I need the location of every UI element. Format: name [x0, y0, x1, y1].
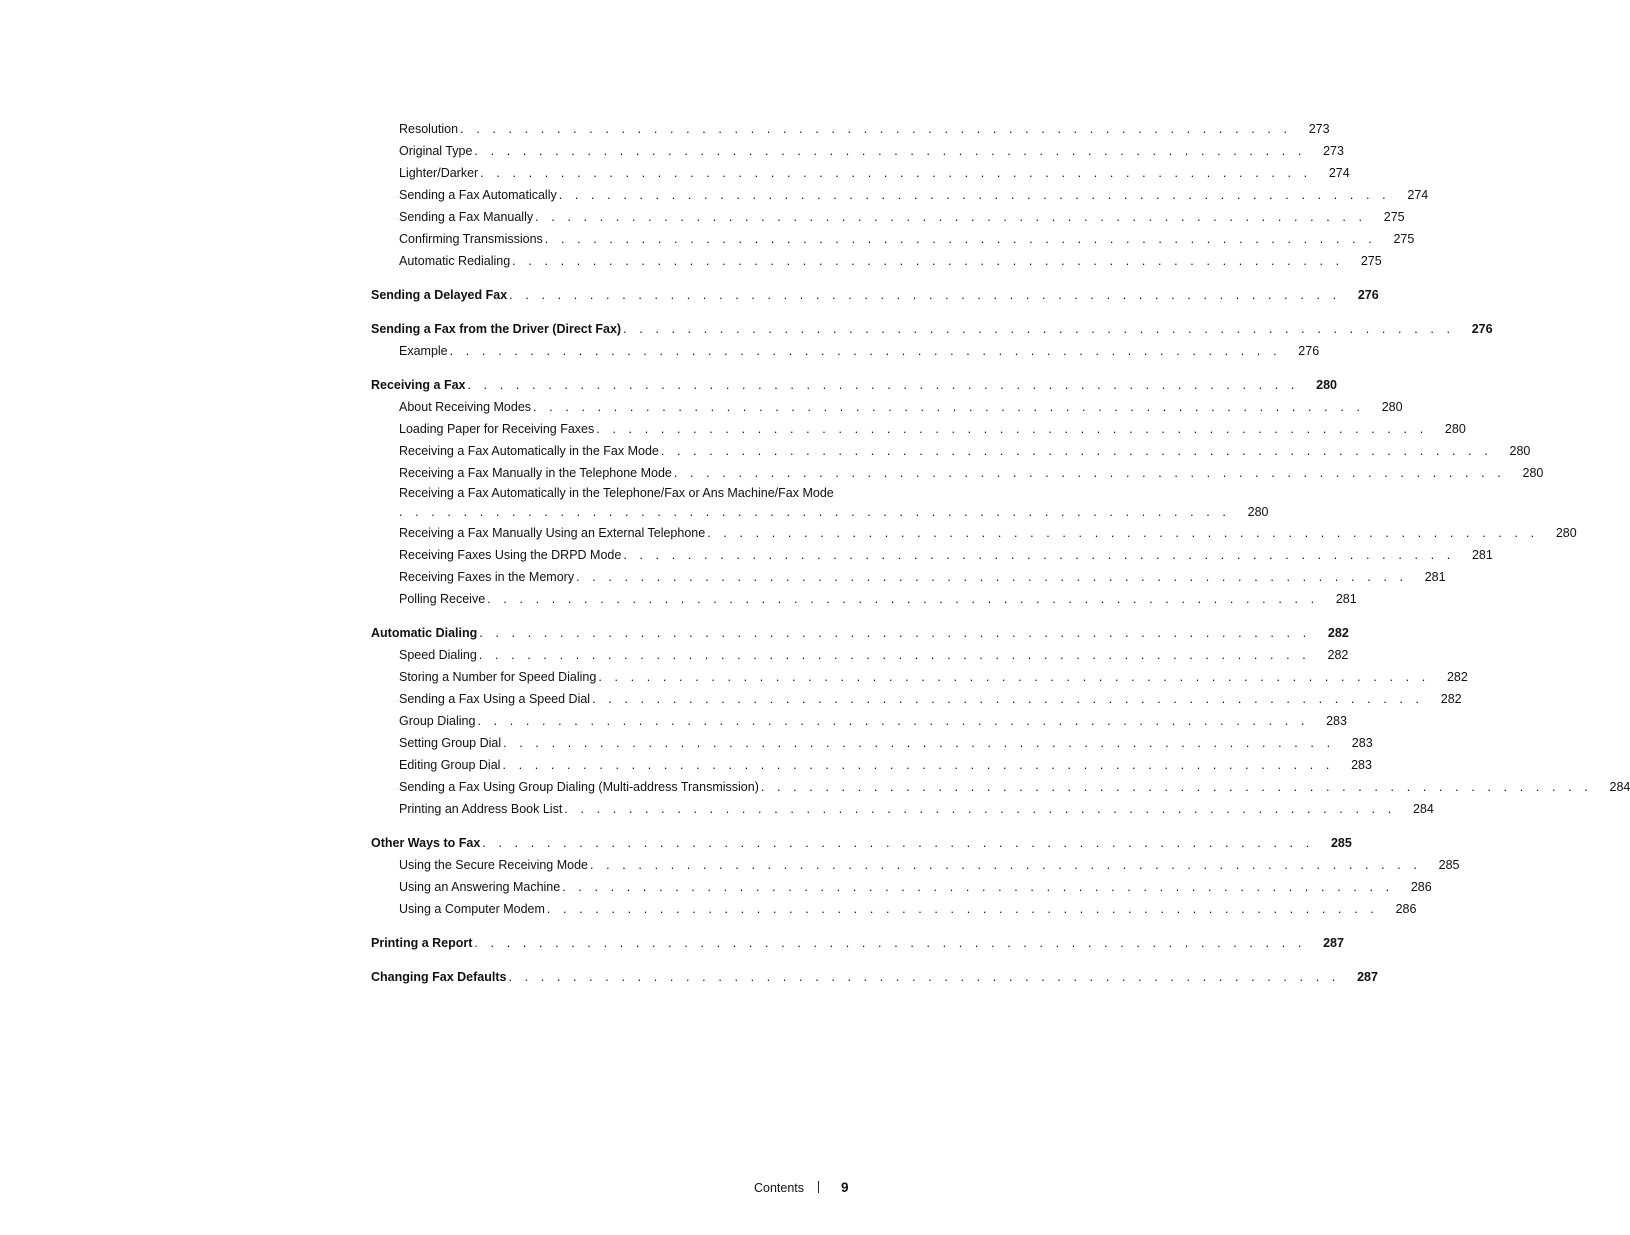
toc-entry[interactable] [371, 140, 1344, 162]
dot-leader: . . . . . . . . . . . . . . . . . . . . . . . . . . . . . . . . . . . . . . . . . . . . . . . . . . . . [503, 736, 1335, 750]
toc-entry[interactable] [371, 544, 1493, 566]
toc-entry-title: Sending a Fax Manually [399, 210, 534, 224]
toc-entry-page: 284 [1412, 802, 1434, 816]
dot-leader: . . . . . . . . . . . . . . . . . . . . . . . . . . . . . . . . . . . . . . . . . . . . . . . . . . . . [760, 780, 1593, 794]
toc-entry-title: Receiving Faxes in the Memory [399, 570, 575, 584]
dot-leader: . . . . . . . . . . . . . . . . . . . . . . . . . . . . . . . . . . . . . . . . . . . . . . . . . . . . [399, 505, 1231, 519]
toc-entry[interactable] [371, 522, 1577, 544]
toc-entry-page: 280 [1522, 466, 1544, 480]
toc-entry-title: Loading Paper for Receiving Faxes [399, 422, 595, 436]
toc-entry-page: 275 [1393, 232, 1415, 246]
toc-entry-title: Printing an Address Book List [399, 802, 563, 816]
toc-entry[interactable] [371, 644, 1349, 666]
toc-entry-page: 276 [1298, 344, 1320, 358]
toc-entry[interactable] [371, 876, 1432, 898]
toc-entry[interactable] [371, 228, 1415, 250]
toc-entry-page: 274 [1328, 166, 1350, 180]
toc-entry[interactable] [371, 250, 1382, 272]
toc-section-title: Other Ways to Fax [371, 836, 481, 850]
toc-entry-title: Confirming Transmissions [399, 232, 543, 246]
toc-entry-page: 273 [1308, 122, 1330, 136]
toc-entry-page: 282 [1440, 692, 1462, 706]
toc-section[interactable] [371, 932, 1344, 954]
toc-entry[interactable] [371, 898, 1417, 920]
dot-leader: . . . . . . . . . . . . . . . . . . . . . . . . . . . . . . . . . . . . . . . . . . . . . . . . . . . . [562, 880, 1394, 894]
toc-section-page: 287 [1323, 936, 1344, 950]
toc-entry-title: Editing Group Dial [399, 758, 501, 772]
toc-entry-page: 282 [1446, 670, 1468, 684]
toc-entry-title: Receiving a Fax Automatically in the Telephone/Fax or Ans Machine/Fax Mode [399, 486, 834, 500]
toc-section-title: Changing Fax Defaults [371, 970, 507, 984]
dot-leader: . . . . . . . . . . . . . . . . . . . . . . . . . . . . . . . . . . . . . . . . . . . . . . . . . . . . [660, 444, 1493, 458]
toc-entry-page: 284 [1609, 780, 1630, 794]
dot-leader: . . . . . . . . . . . . . . . . . . . . . . . . . . . . . . . . . . . . . . . . . . . . . . . . . . . . [467, 378, 1300, 392]
toc-entry-title: Receiving a Fax Manually Using an External Telephone [399, 526, 706, 540]
toc-entry-page: 286 [1410, 880, 1432, 894]
toc-section-page: 280 [1316, 378, 1338, 392]
toc-entry[interactable] [371, 396, 1403, 418]
dot-leader: . . . . . . . . . . . . . . . . . . . . . . . . . . . . . . . . . . . . . . . . . . . . . . . . . . . . [509, 288, 1341, 302]
dot-leader: . . . . . . . . . . . . . . . . . . . . . . . . . . . . . . . . . . . . . . . . . . . . . . . . . . . . [533, 400, 1365, 414]
toc-entry[interactable] [371, 854, 1460, 876]
toc-entry-page: 283 [1351, 736, 1373, 750]
toc-entry-title: Using an Answering Machine [399, 880, 561, 894]
toc-entry-page: 285 [1438, 858, 1460, 872]
toc-entry-page: 280 [1555, 526, 1577, 540]
toc-entry-title: Using a Computer Modem [399, 902, 545, 916]
dot-leader: . . . . . . . . . . . . . . . . . . . . . . . . . . . . . . . . . . . . . . . . . . . . . . . . . . . . [535, 210, 1367, 224]
toc-entry[interactable] [371, 588, 1357, 610]
toc-entry[interactable] [371, 776, 1630, 798]
toc-entry-title: Lighter/Darker [399, 166, 479, 180]
toc-entry[interactable] [371, 206, 1405, 228]
toc-entry-title: Using the Secure Receiving Mode [399, 858, 588, 872]
toc-entry-title: About Receiving Modes [399, 400, 532, 414]
table-of-contents [371, 118, 1630, 988]
dot-leader: . . . . . . . . . . . . . . . . . . . . . . . . . . . . . . . . . . . . . . . . . . . . . . . . . . . . [596, 422, 1428, 436]
dot-leader: . . . . . . . . . . . . . . . . . . . . . . . . . . . . . . . . . . . . . . . . . . . . . . . . . . . . [623, 548, 1455, 562]
toc-section[interactable] [371, 622, 1349, 644]
toc-entry-title: Storing a Number for Speed Dialing [399, 670, 597, 684]
toc-section-title: Automatic Dialing [371, 626, 478, 640]
dot-leader: . . . . . . . . . . . . . . . . . . . . . . . . . . . . . . . . . . . . . . . . . . . . . . . . . . . . [707, 526, 1539, 540]
toc-entry-title: Sending a Fax Using a Speed Dial [399, 692, 591, 706]
toc-section[interactable] [371, 966, 1378, 988]
toc-entry-page: 280 [1509, 444, 1531, 458]
toc-entry[interactable] [371, 440, 1531, 462]
toc-entry-page: 280 [1381, 400, 1403, 414]
toc-section-page: 287 [1357, 970, 1378, 984]
page-number: 9 [841, 1180, 849, 1195]
toc-entry-title: Setting Group Dial [399, 736, 502, 750]
footer-divider [818, 1181, 819, 1193]
toc-entry-page: 273 [1323, 144, 1344, 158]
toc-section-page: 276 [1471, 322, 1493, 336]
dot-leader: . . . . . . . . . . . . . . . . . . . . . . . . . . . . . . . . . . . . . . . . . . . . . . . . . . . . [474, 144, 1306, 158]
toc-section-page: 282 [1327, 626, 1349, 640]
dot-leader: . . . . . . . . . . . . . . . . . . . . . . . . . . . . . . . . . . . . . . . . . . . . . . . . . . . . [479, 626, 1311, 640]
toc-entry[interactable] [371, 732, 1373, 754]
toc-section[interactable] [371, 832, 1352, 854]
dot-leader: . . . . . . . . . . . . . . . . . . . . . . . . . . . . . . . . . . . . . . . . . . . . . . . . . . . . [623, 322, 1455, 336]
dot-leader: . . . . . . . . . . . . . . . . . . . . . . . . . . . . . . . . . . . . . . . . . . . . . . . . . . . . [487, 592, 1319, 606]
toc-entry[interactable] [371, 162, 1350, 184]
toc-entry-page: 275 [1360, 254, 1382, 268]
toc-entry[interactable] [371, 118, 1330, 140]
dot-leader: . . . . . . . . . . . . . . . . . . . . . . . . . . . . . . . . . . . . . . . . . . . . . . . . . . . . [478, 648, 1311, 662]
toc-entry-page: 283 [1351, 758, 1372, 772]
dot-leader: . . . . . . . . . . . . . . . . . . . . . . . . . . . . . . . . . . . . . . . . . . . . . . . . . . . . [576, 570, 1408, 584]
dot-leader: . . . . . . . . . . . . . . . . . . . . . . . . . . . . . . . . . . . . . . . . . . . . . . . . . . . . [512, 254, 1344, 268]
toc-section-title: Sending a Fax from the Driver (Direct Fax) [371, 322, 622, 336]
toc-entry-title: Automatic Redialing [399, 254, 511, 268]
toc-entry-wrapped[interactable] [371, 484, 1269, 522]
dot-leader: . . . . . . . . . . . . . . . . . . . . . . . . . . . . . . . . . . . . . . . . . . . . . . . . . . . . [564, 802, 1396, 816]
toc-entry[interactable] [371, 418, 1466, 440]
dot-leader: . . . . . . . . . . . . . . . . . . . . . . . . . . . . . . . . . . . . . . . . . . . . . . . . . . . . [477, 714, 1309, 728]
dot-leader: . . . . . . . . . . . . . . . . . . . . . . . . . . . . . . . . . . . . . . . . . . . . . . . . . . . . [460, 122, 1292, 136]
toc-entry-title: Sending a Fax Automatically [399, 188, 557, 202]
toc-entry[interactable] [371, 798, 1434, 820]
dot-leader: . . . . . . . . . . . . . . . . . . . . . . . . . . . . . . . . . . . . . . . . . . . . . . . . . . . . [482, 836, 1314, 850]
dot-leader: . . . . . . . . . . . . . . . . . . . . . . . . . . . . . . . . . . . . . . . . . . . . . . . . . . . . [508, 970, 1340, 984]
toc-entry-page: 281 [1471, 548, 1493, 562]
toc-section-page: 276 [1357, 288, 1379, 302]
toc-section[interactable] [371, 374, 1338, 396]
toc-entry[interactable] [371, 666, 1468, 688]
toc-entry[interactable] [371, 710, 1347, 732]
toc-entry-page: 286 [1395, 902, 1417, 916]
toc-entry-title: Receiving a Fax Manually in the Telephone Mode [399, 466, 672, 480]
toc-entry-page: 275 [1383, 210, 1405, 224]
dot-leader: . . . . . . . . . . . . . . . . . . . . . . . . . . . . . . . . . . . . . . . . . . . . . . . . . . . . [598, 670, 1430, 684]
toc-entry-title: Group Dialing [399, 714, 476, 728]
toc-section[interactable] [371, 318, 1493, 340]
toc-entry-title: Resolution [399, 122, 459, 136]
toc-entry-title: Sending a Fax Using Group Dialing (Multi-address Transmission) [399, 780, 759, 794]
toc-section-page: 285 [1330, 836, 1352, 850]
toc-entry-title: Speed Dialing [399, 648, 477, 662]
toc-section-title: Receiving a Fax [371, 378, 466, 392]
toc-entry-title: Polling Receive [399, 592, 486, 606]
toc-entry-page: 282 [1327, 648, 1349, 662]
toc-entry[interactable] [371, 462, 1544, 484]
footer-label: Contents [754, 1181, 805, 1195]
toc-entry[interactable] [371, 688, 1462, 710]
toc-entry-page: 281 [1424, 570, 1446, 584]
toc-entry-page: 274 [1407, 188, 1429, 202]
toc-section-title: Sending a Delayed Fax [371, 288, 508, 302]
dot-leader: . . . . . . . . . . . . . . . . . . . . . . . . . . . . . . . . . . . . . . . . . . . . . . . . . . . . [592, 692, 1424, 706]
toc-section[interactable] [371, 284, 1379, 306]
toc-entry-page: 280 [1444, 422, 1466, 436]
toc-entry-title: Example [399, 344, 448, 358]
toc-entry[interactable] [371, 184, 1429, 206]
dot-leader: . . . . . . . . . . . . . . . . . . . . . . . . . . . . . . . . . . . . . . . . . . . . . . . . . . . . [474, 936, 1306, 950]
toc-entry-title: Receiving a Fax Automatically in the Fax Mode [399, 444, 659, 458]
dot-leader: . . . . . . . . . . . . . . . . . . . . . . . . . . . . . . . . . . . . . . . . . . . . . . . . . . . . [590, 858, 1422, 872]
toc-entry-page: 281 [1335, 592, 1357, 606]
toc-entry[interactable] [371, 754, 1372, 776]
dot-leader: . . . . . . . . . . . . . . . . . . . . . . . . . . . . . . . . . . . . . . . . . . . . . . . . . . . . [546, 902, 1379, 916]
dot-leader: . . . . . . . . . . . . . . . . . . . . . . . . . . . . . . . . . . . . . . . . . . . . . . . . . . . . [449, 344, 1282, 358]
dot-leader: . . . . . . . . . . . . . . . . . . . . . . . . . . . . . . . . . . . . . . . . . . . . . . . . . . . . [544, 232, 1377, 246]
toc-entry-page: 280 [1247, 505, 1269, 519]
dot-leader: . . . . . . . . . . . . . . . . . . . . . . . . . . . . . . . . . . . . . . . . . . . . . . . . . . . . [673, 466, 1506, 480]
page-footer [754, 1180, 849, 1195]
toc-entry[interactable] [371, 566, 1446, 588]
toc-entry-page: 283 [1326, 714, 1347, 728]
dot-leader: . . . . . . . . . . . . . . . . . . . . . . . . . . . . . . . . . . . . . . . . . . . . . . . . . . . . [502, 758, 1334, 772]
toc-section-title: Printing a Report [371, 936, 473, 950]
toc-entry-title: Receiving Faxes Using the DRPD Mode [399, 548, 622, 562]
dot-leader: . . . . . . . . . . . . . . . . . . . . . . . . . . . . . . . . . . . . . . . . . . . . . . . . . . . . [480, 166, 1312, 180]
toc-entry-title: Original Type [399, 144, 473, 158]
toc-entry[interactable] [371, 340, 1320, 362]
dot-leader: . . . . . . . . . . . . . . . . . . . . . . . . . . . . . . . . . . . . . . . . . . . . . . . . . . . . [558, 188, 1391, 202]
